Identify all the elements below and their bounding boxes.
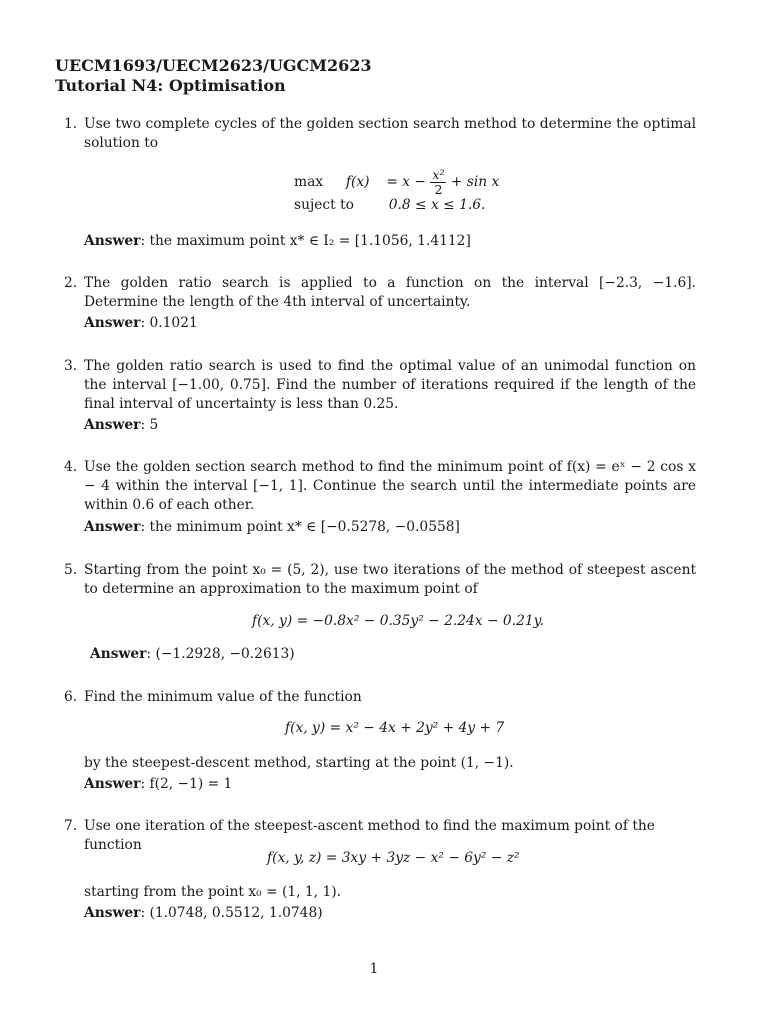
- question-text: Find the minimum value of the function: [84, 689, 362, 705]
- question-text-continued: starting from the point x₀ = (1, 1, 1).: [84, 884, 342, 900]
- tutorial-title: Tutorial N4: Optimisation: [55, 76, 286, 95]
- constraint-text: 0.8 ≤ x ≤ 1.6.: [388, 197, 486, 213]
- subject-to-label: suject to: [294, 197, 354, 213]
- answer-value: : the maximum point x* ∈ I₂ = [1.1056, 1.4112]: [140, 233, 471, 249]
- course-codes: UECM1693/UECM2623/UGCM2623: [55, 56, 372, 75]
- answer-value: : 0.1021: [140, 315, 198, 331]
- question-number: 1.: [64, 116, 78, 132]
- document-header: [55, 56, 372, 96]
- answer-value: : the minimum point x* ∈ [−0.5278, −0.0558]: [140, 519, 460, 535]
- question-number: 7.: [64, 818, 78, 834]
- answer-label: Answer: [84, 905, 141, 921]
- fraction: [430, 168, 446, 197]
- q6-equation: f(x, y) = x² − 4x + 2y² + 4y + 7: [285, 720, 505, 736]
- question-number: 5.: [64, 562, 78, 578]
- q7-equation: f(x, y, z) = 3xy + 3yz − x² − 6y² − z²: [267, 850, 520, 866]
- answer-label: Answer: [84, 519, 141, 535]
- question-number: 2.: [64, 275, 78, 291]
- answer-label: Answer: [84, 417, 141, 433]
- question-number: 6.: [64, 689, 78, 705]
- question-number: 4.: [64, 459, 78, 475]
- answer-label: Answer: [84, 233, 141, 249]
- objective-rhs-a: = x −: [386, 174, 426, 190]
- fraction-numerator: x²: [432, 167, 445, 182]
- question-text-continued: by the steepest-descent method, starting at the point (1, −1).: [84, 755, 514, 771]
- question-text: Use one iteration of the steepest-ascent method to find the maximum point of the function: [84, 818, 655, 853]
- answer-value: : (−1.2928, −0.2613): [146, 646, 295, 662]
- q5-equation: f(x, y) = −0.8x² − 0.35y² − 2.24x − 0.21y.: [252, 613, 544, 629]
- question-text: The golden ratio search is used to find the optimal value of an unimodal function on the interval [−1.00, 0.75]. Find the number of iterations required if the length of the final interval of uncertainty is less than 0.25.: [84, 358, 696, 412]
- question-text: Use the golden section search method to find the minimum point of f(x) = eˣ − 2 cos x − 4 within the interval [−1, 1]. Continue the search until the intermediate points are within 0.6 of each other.: [84, 459, 696, 513]
- question-text: The golden ratio search is applied to a function on the interval [−2.3, −1.6]. Determine the length of the 4th interval of uncertainty.: [84, 275, 696, 310]
- question-text: Starting from the point x₀ = (5, 2), use two iterations of the method of steepest ascent to determine an approximation to the maximum point of: [84, 562, 696, 597]
- answer-label: Answer: [84, 776, 141, 792]
- question-number: 3.: [64, 358, 78, 374]
- answer-value: : f(2, −1) = 1: [140, 776, 233, 792]
- answer-label: Answer: [90, 646, 147, 662]
- fraction-denominator: 2: [434, 182, 443, 197]
- question-text: Use two complete cycles of the golden section search method to determine the optimal solution to: [84, 116, 696, 151]
- answer-value: : (1.0748, 0.5512, 1.0748): [140, 905, 323, 921]
- q1-objective-equation: [294, 168, 499, 197]
- answer-label: Answer: [84, 315, 141, 331]
- objective-rhs-b: + sin x: [450, 174, 500, 190]
- max-label: max: [294, 174, 324, 190]
- page-number: 1: [369, 961, 379, 977]
- objective-function: f(x): [345, 174, 370, 190]
- answer-value: : 5: [140, 417, 159, 433]
- q1-constraint: [294, 197, 485, 213]
